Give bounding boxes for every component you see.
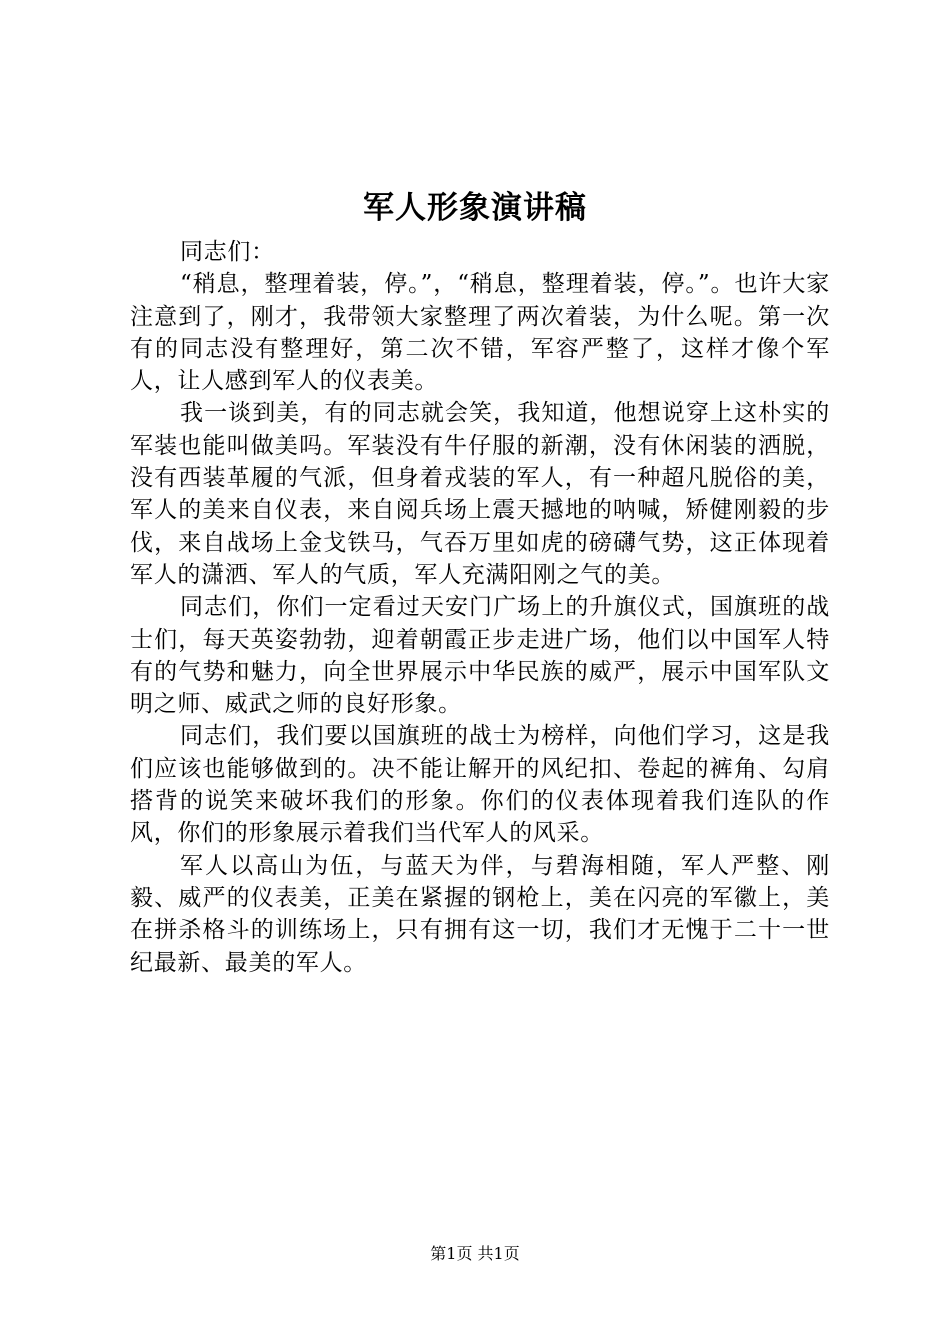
page-title: 军人形象演讲稿: [363, 190, 587, 226]
salutation: 同志们：: [180, 239, 275, 265]
page-number-footer: 第1页 共1页: [430, 1244, 520, 1263]
paragraph-3: 同志们，你们一定看过天安门广场上的升旗仪式，国旗班的战士们，每天英姿勃勃，迎着朝霞正步走进广场，他们以中国军人特有的气势和魅力，向全世界展示中华民族的威严，展示中国军队文明之师、威武之师的良好形象。: [130, 594, 830, 718]
paragraph-4: 同志们，我们要以国旗班的战士为榜样，向他们学习，这是我们应该也能够做到的。决不能让解开的风纪扣、卷起的裤角、勾肩搭背的说笑来破坏我们的形象。你们的仪表体现着我们连队的作风，你们的形象展示着我们当代军人的风采。: [130, 723, 830, 847]
paragraph-1: “稍息，整理着装，停。”，“稍息，整理着装，停。”。也许大家注意到了，刚才，我带领大家整理了两次着装，为什么呢。第一次有的同志没有整理好，第二次不错，军容严整了，这样才像个军人，让人感到军人的仪表美。: [130, 271, 830, 395]
paragraph-2: 我一谈到美，有的同志就会笑，我知道，他想说穿上这朴实的军装也能叫做美吗。军装没有牛仔服的新潮，没有休闲装的洒脱，没有西装革履的气派，但身着戎装的军人，有一种超凡脱俗的美，军人的美来自仪表，来自阅兵场上震天撼地的呐喊，矫健刚毅的步伐，来自战场上金戈铁马，气吞万里如虎的磅礴气势，这正体现着军人的潇洒、军人的气质，军人充满阳刚之气的美。: [130, 400, 830, 588]
speech-body: [130, 236, 830, 979]
paragraph-5: 军人以高山为伍，与蓝天为伴，与碧海相随，军人严整、刚毅、威严的仪表美，正美在紧握的钢枪上，美在闪亮的军徽上，美在拼杀格斗的训练场上，只有拥有这一切，我们才无愧于二十一世纪最新、最美的军人。: [130, 852, 830, 976]
